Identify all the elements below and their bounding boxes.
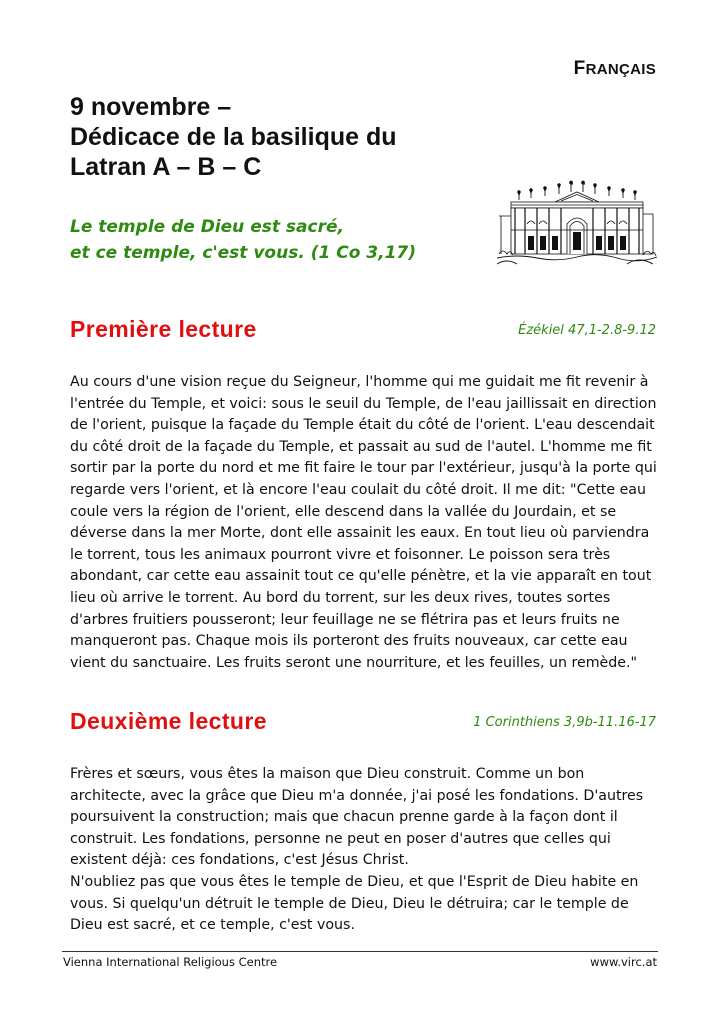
footer-website: www.virc.at (590, 955, 657, 969)
reading-2-reference: 1 Corinthiens 3,9b-11.16-17 (473, 715, 656, 730)
reading-1-text: Au cours d'une vision reçue du Seigneur, l'homme qui me guidait me fit revenir à l'entrée du Temple, et voici: sous le seuil du Temple, de l'eau jaillissait en direction de l'orient, puisque la façade du Temple était du côté de l'orient. L'eau descendait du côté droit de la façade du Temple, et passait au sud de l'autel. L'homme me fit sortir par la porte du nord et me fit faire le tour par l'extérieur, jusqu'à la porte qui regarde vers l'orient, et là encore l'eau coulait du côté droit. Il me dit: "Cette eau coule vers la région de l'orient, elle descend dans la vallée du Jourdain, et se déverse dans la mer Morte, dont elle assainit les eaux. En tout lieu où parviendra le torrent, tous les animaux pourront vivre et foisonner. Le poisson sera très abondant, car cette eau assainit tout ce qu'elle pénètre, et la vie apparaît en tout lieu où arrive le torrent. Au bord du torrent, sur les deux rives, toutes sortes d'arbres fruitiers pousseront; leur feuillage ne se flétrira pas et leurs fruits ne manqueront pas. Chaque mois ils porteront des fruits nouveaux, car cette eau vient du sanctuaire. Les fruits seront une nourriture, et les feuilles, un remède." (70, 374, 657, 671)
page-title (70, 92, 590, 182)
footer-organization: Vienna International Religious Centre (63, 955, 278, 969)
footer-divider (62, 951, 658, 952)
motto-line-1: Le temple de Dieu est sacré, (70, 217, 344, 237)
reading-2-header (70, 708, 656, 738)
language-initial: F (573, 58, 586, 79)
reading-2-title: Deuxième lecture (70, 708, 267, 734)
reading-2-paragraph-1: Frères et sœurs, vous êtes la maison que Dieu construit. Comme un bon architecte, avec la grâce que Dieu m'a donnée, j'ai posé les fondations. D'autres poursuivent la construction; mais que chacun prenne garde à la façon dont il construit. Les fondations, personne ne peut en poser d'autres que celles qui existent déjà: ces fondations, c'est Jésus Christ. (70, 766, 644, 869)
reading-1-title: Première lecture (70, 316, 257, 342)
reading-1-reference: Ézékiel 47,1-2.8-9.12 (518, 323, 656, 338)
reading-1-header (70, 316, 656, 346)
language-rest: RANÇAIS (585, 61, 656, 78)
title-line-1: 9 novembre – (70, 93, 232, 121)
reading-2-paragraph-2: N'oubliez pas que vous êtes le temple de Dieu, et que l'Esprit de Dieu habite en vous. Si quelqu'un détruit le temple de Dieu, Dieu le détruira; car le temple de Dieu est sacré, et ce temple, c'est vous. (70, 873, 639, 934)
title-line-3: Latran A – B – C (70, 153, 262, 181)
basilica-illustration (497, 180, 657, 268)
language-label (574, 58, 656, 80)
reading-2-body (70, 764, 660, 937)
motto-quote (70, 214, 416, 266)
motto-line-2: et ce temple, c'est vous. (1 Co 3,17) (70, 243, 417, 263)
title-line-2: Dédicace de la basilique du (70, 123, 397, 151)
